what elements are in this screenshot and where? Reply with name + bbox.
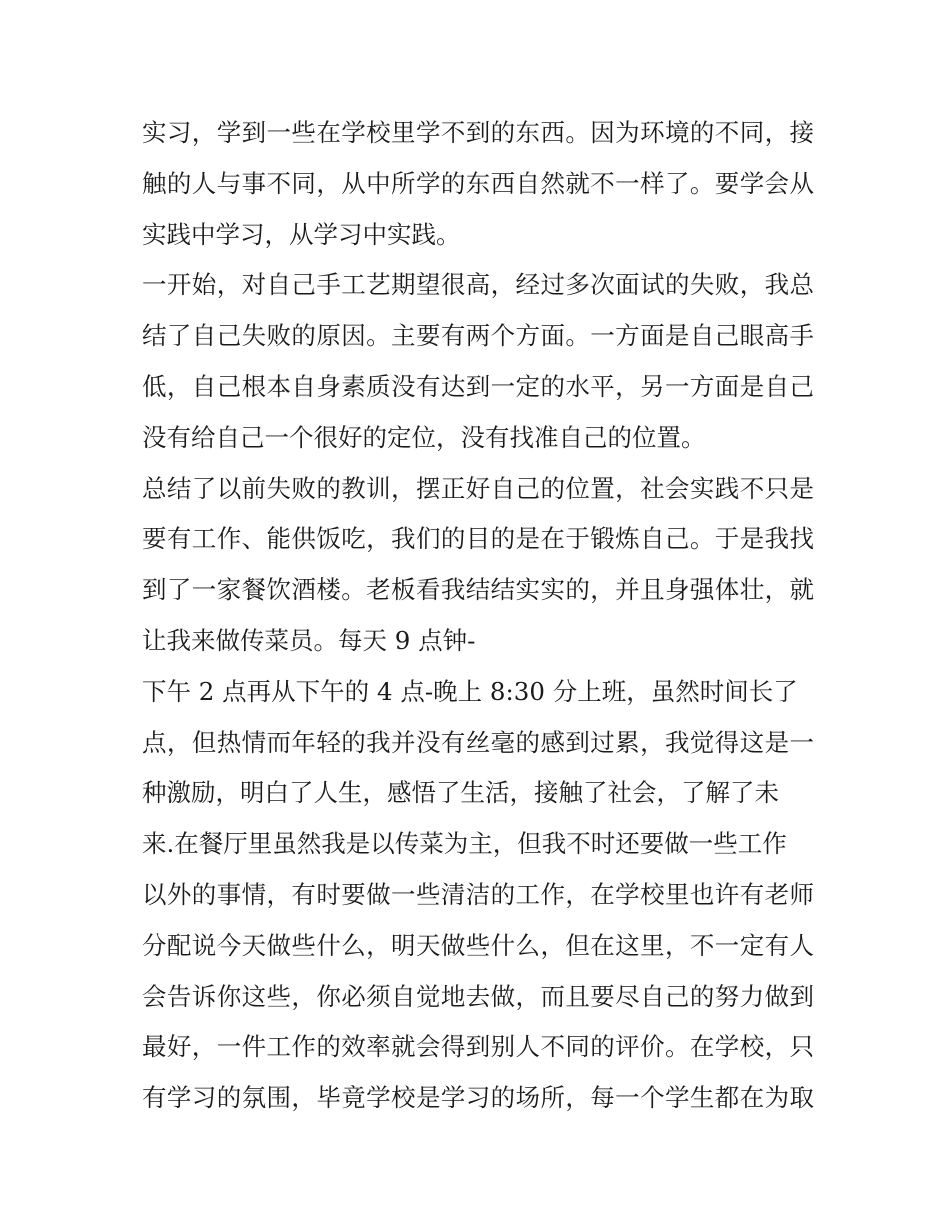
text-line: 到了一家餐饮酒楼。老板看我结结实实的，并且身强体壮，就 (142, 575, 814, 605)
text-line: 分配说今天做些什么，明天做些什么，但在这里，不一定有人 (142, 930, 814, 960)
text-line: 实践中学习，从学习中实践。 (142, 219, 461, 249)
text-line: 一开始，对自己手工艺期望很高，经过多次面试的失败，我总 (142, 270, 814, 300)
text-line: 有学习的氛围，毕竟学校是学习的场所，每一个学生都在为取 (142, 1083, 814, 1113)
text-line: 种激励，明白了人生，感悟了生活，接触了社会，了解了未 (142, 778, 779, 808)
text-line: 点，但热情而年轻的我并没有丝毫的感到过累，我觉得这是一 (142, 727, 814, 757)
text-line: 触的人与事不同，从中所学的东西自然就不一样了。要学会从 (142, 168, 814, 198)
text-line: 没有给自己一个很好的定位，没有找准自己的位置。 (142, 422, 706, 452)
text-line: 实习，学到一些在学校里学不到的东西。因为环境的不同，接 (142, 118, 814, 147)
text-line: 最好，一件工作的效率就会得到别人不同的评价。在学校，只 (142, 1032, 814, 1062)
text-line: 以外的事情，有时要做一些清洁的工作，在学校里也许有老师 (142, 879, 814, 909)
text-line: 让我来做传菜员。每天 9 点钟- (142, 625, 476, 655)
text-line: 会告诉你这些，你必须自觉地去做，而且要尽自己的努力做到 (142, 981, 814, 1011)
text-line: 低，自己根本自身素质没有达到一定的水平，另一方面是自己 (142, 371, 814, 401)
text-line: 总结了以前失败的教训，摆正好自己的位置，社会实践不只是 (142, 473, 814, 503)
text-line: 要有工作、能供饭吃，我们的目的是在于锻炼自己。于是我找 (142, 524, 814, 554)
body-text (142, 108, 814, 1124)
text-line: 下午 2 点再从下午的 4 点-晚上 8:30 分上班，虽然时间长了 (142, 676, 798, 706)
text-line: 结了自己失败的原因。主要有两个方面。一方面是自己眼高手 (142, 321, 814, 351)
text-line: 来.在餐厅里虽然我是以传菜为主，但我不时还要做一些工作 (142, 829, 787, 859)
